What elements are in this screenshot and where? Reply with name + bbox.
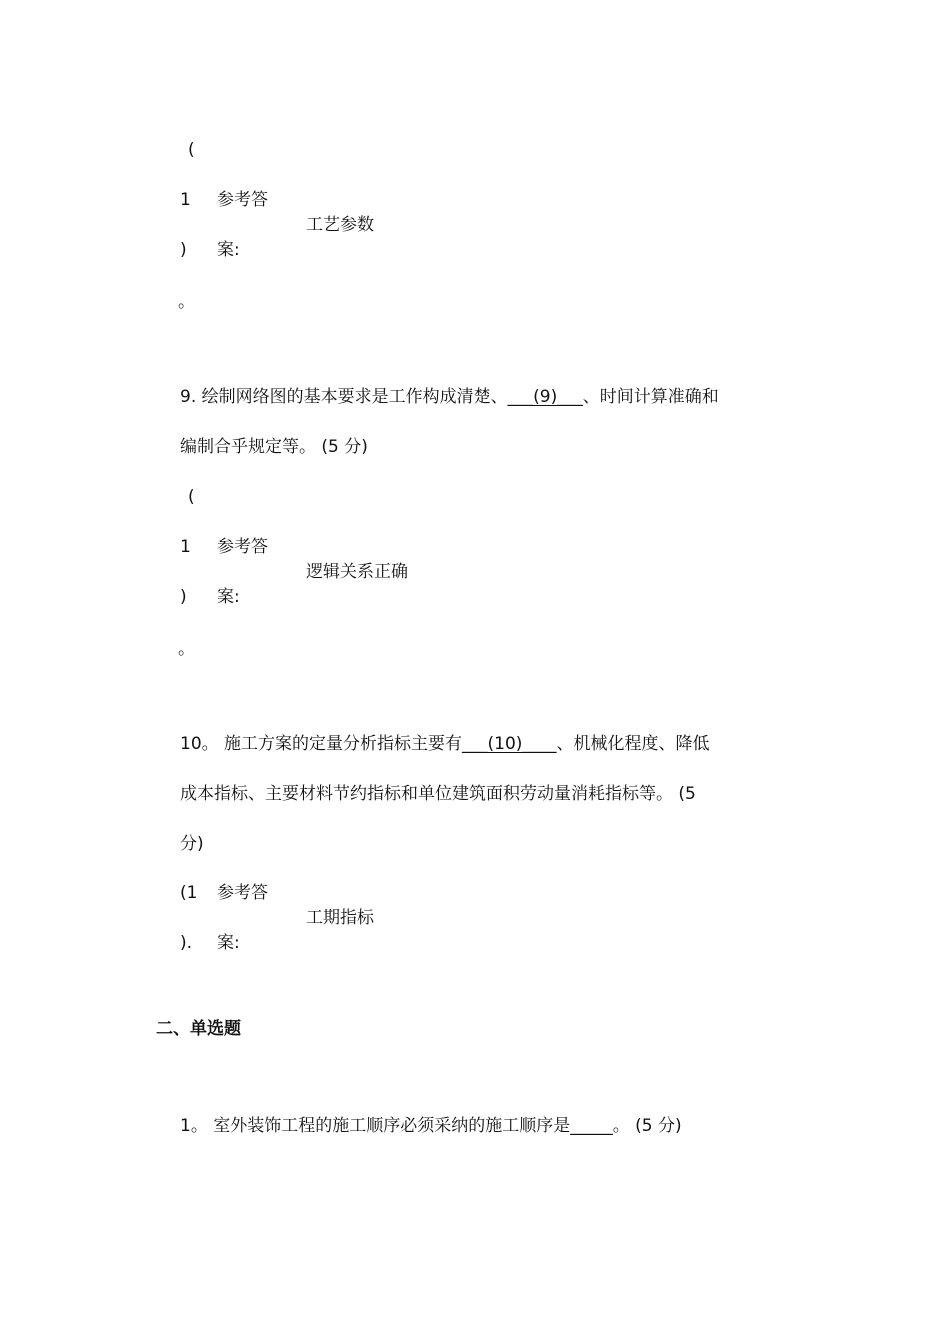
answer-number: 1	[180, 190, 191, 210]
question-9-line-2: 编制合乎规定等。 (5 分)	[180, 437, 368, 457]
question-10-line-2: 成本指标、主要材料节约指标和单位建筑面积劳动量消耗指标等。 (5	[180, 784, 696, 804]
answer-close-paren: ).	[180, 933, 193, 953]
answer-label-bottom: 案:	[217, 240, 240, 260]
question-9-line-1	[180, 387, 719, 407]
answer-label-top: 参考答	[217, 537, 268, 557]
single-choice-question-1: 1。 室外装饰工程的施工顺序必须采纳的施工顺序是_____。 (5 分)	[180, 1116, 682, 1136]
question-9-prefix: 9. 绘制网络图的基本要求是工作构成清楚、	[180, 387, 508, 407]
answer-close-paren: )	[180, 587, 187, 607]
answer-number: (1	[180, 883, 198, 903]
question-10-blank: ___(10)____	[462, 734, 557, 754]
answer-label-bottom: 案:	[217, 587, 240, 607]
answer-number: 1	[180, 537, 191, 557]
answer-label-bottom: 案:	[217, 933, 240, 953]
question-10-prefix: 10。 施工方案的定量分析指标主要有	[180, 734, 463, 754]
question-10-line-3: 分)	[180, 834, 204, 854]
question-9-blank: ___(9)___	[507, 387, 583, 407]
answer-label-top: 参考答	[217, 883, 268, 903]
question-10-line-1	[180, 734, 709, 754]
answer-open-paren: (	[188, 487, 195, 507]
answer-value: 工期指标	[306, 908, 374, 928]
question-10-suffix: 、机械化程度、降低	[556, 734, 710, 754]
answer-value: 逻辑关系正确	[306, 562, 408, 582]
answer-open-paren: (	[188, 140, 195, 160]
answer-label-top: 参考答	[217, 190, 268, 210]
answer-end-mark: 。	[178, 639, 195, 659]
answer-value: 工艺参数	[306, 215, 374, 235]
answer-close-paren: )	[180, 240, 187, 260]
section-title: 二、单选题	[156, 1019, 241, 1039]
question-9-suffix: 、时间计算准确和	[582, 387, 719, 407]
answer-end-mark: 。	[178, 292, 195, 312]
